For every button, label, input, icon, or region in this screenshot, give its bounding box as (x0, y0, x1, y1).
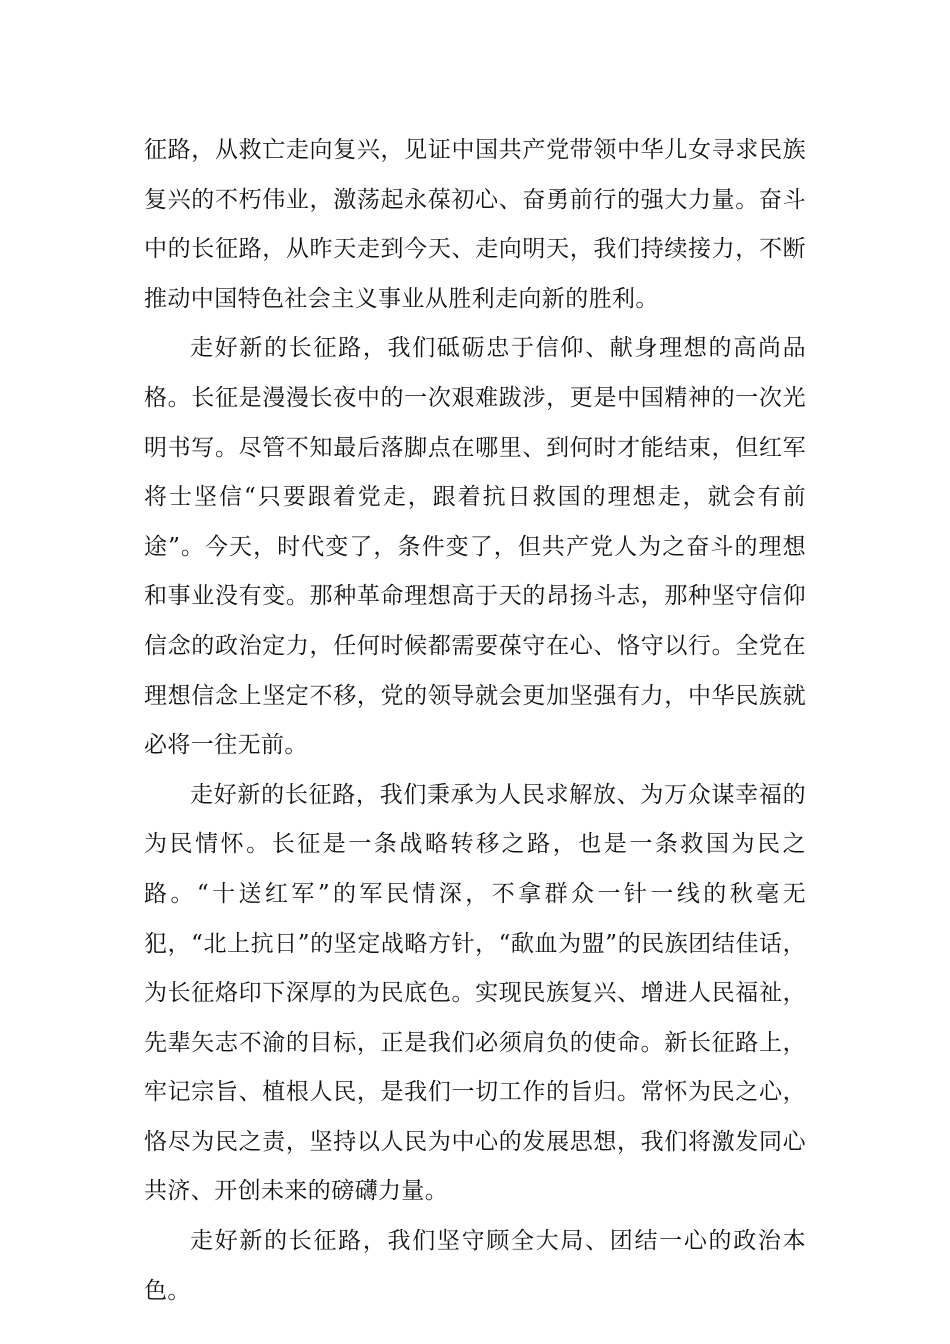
paragraph-continued: 征路，从救亡走向复兴，见证中国共产党带领中华儿女寻求民族复兴的不朽伟业，激荡起永葆初心、奋勇前行的强大力量。奋斗中的长征路，从昨天走到今天、走向明天，我们持续接力，不断推动中国特色社会主义事业从胜利走向新的胜利。 (144, 137, 806, 312)
document-body (144, 126, 806, 1316)
paragraph-people: 走好新的长征路，我们秉承为人民求解放、为万众谋幸福的为民情怀。长征是一条战略转移之路，也是一条救国为民之路。“十送红军”的军民情深，不拿群众一针一线的秋毫无犯，“北上抗日”的坚定战略方针，“歃血为盟”的民族团结佳话，为长征烙印下深厚的为民底色。实现民族复兴、增进人民福祉，先辈矢志不渝的目标，正是我们必须肩负的使命。新长征路上，牢记宗旨、植根人民，是我们一切工作的旨归。常怀为民之心，恪尽为民之责，坚持以人民为中心的发展思想，我们将激发同心共济、开创未来的磅礴力量。 (144, 781, 806, 1205)
paragraph-unity: 走好新的长征路，我们坚守顾全大局、团结一心的政治本色。 (144, 1228, 806, 1304)
paragraph-faith: 走好新的长征路，我们砥砺忠于信仰、献身理想的高尚品格。长征是漫漫长夜中的一次艰难跋涉，更是中国精神的一次光明书写。尽管不知最后落脚点在哪里、到何时才能结束，但红军将士坚信“只要跟着党走，跟着抗日救国的理想走，就会有前途”。今天，时代变了，条件变了，但共产党人为之奋斗的理想和事业没有变。那种革命理想高于天的昂扬斗志，那种坚守信仰信念的政治定力，任何时候都需要葆守在心、恪守以行。全党在理想信念上坚定不移，党的领导就会更加坚强有力，中华民族就必将一往无前。 (144, 335, 806, 759)
